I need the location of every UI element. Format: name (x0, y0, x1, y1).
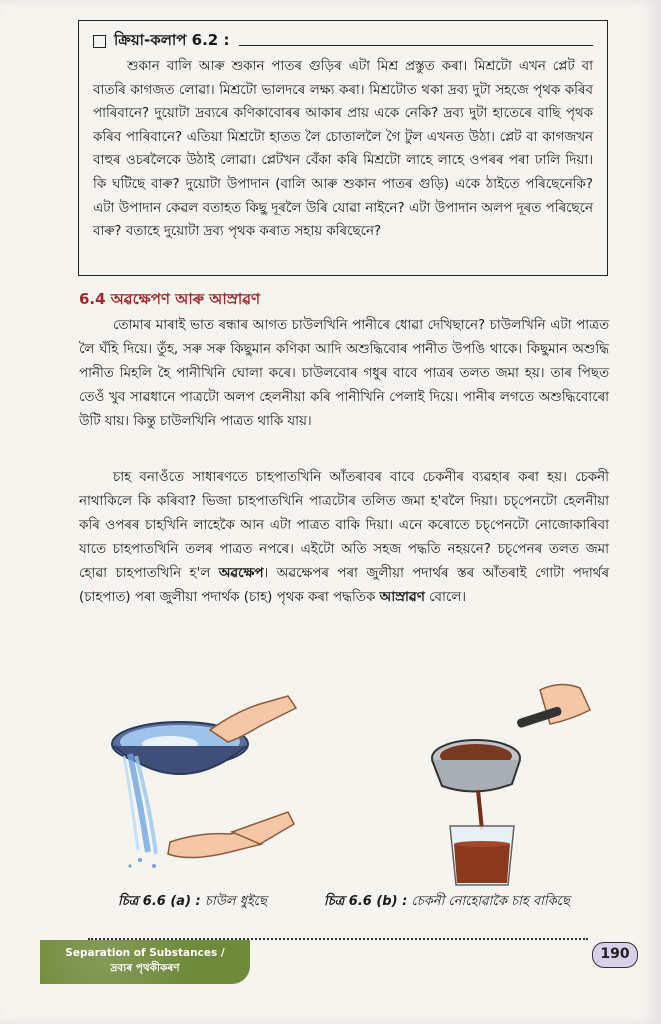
figure-b-text: চেকনী নোহোৱাকৈ চাহ বাকিছে (411, 894, 570, 909)
saucepan-icon (432, 706, 563, 792)
paragraph-text-end: বোলে। (429, 590, 467, 605)
water-stream-icon (124, 754, 156, 868)
figure-a-text: চাউল ধুইছে (204, 894, 267, 909)
page-number: 190 (592, 942, 638, 968)
chapter-footer-tab (40, 940, 250, 984)
activity-box (78, 20, 608, 276)
header-rule (239, 45, 593, 46)
paragraph-decantation (79, 466, 609, 610)
term-sediment: অৱক্ষেপ (218, 566, 264, 581)
chapter-name-assamese: দ্ৰব্যৰ পৃথকীকৰণ (110, 962, 180, 974)
rice-washing-illustration (110, 682, 310, 882)
activity-text: শুকান বালি আৰু শুকান পাতৰ গুড়িৰ এটা মিশ্ৰ প্ৰস্তুত কৰা। মিশ্ৰটো এখন প্লেট বা বাতৰি কাগজত লোৱা। মিশ্ৰটো ভালদৰে লক্ষ্য কৰা। মিশ্ৰটোত থকা দ্ৰব্য দুটা সহজে পৃথক কৰিব পাৰিবানে? দুয়োটা দ্ৰব্যৰে কণিকাবোৰৰ আকাৰ প্ৰায় একে নেকি? দ্ৰব্য দুটা হাতেৰে বাছি পৃথক কৰিব পাৰিবানে? এতিয়া মিশ্ৰটো হাতত লৈ চোতাললৈ গৈ টুল এখনত উঠা। প্লেট বা কাগজখন বাহুৰ ওচৰলৈকে উঠাই লোৱা। প্লেটখন বেঁকা কৰি মিশ্ৰটো লাহে লাহে ওপৰৰ পৰা ঢালি দিয়া। কি ঘটিছে বাৰু? দুয়োটা উপাদান (বালি আৰু শুকান পাতৰ গুড়ি) একে ঠাইতে পৰিছেনেকি? এটা উপাদান কেৱল বতাহত কিছু দূৰলৈ উৰি যোৱা নাইনে? এটা উপাদান অলপ দূৰত পৰিছেনে বাৰু? বতাহে দুয়োটা দ্ৰব্য পৃথক কৰাত সহায় কৰিছেনে? (93, 59, 593, 240)
checkbox-icon (93, 35, 106, 48)
paragraph-text: চাহ বনাওঁতে সাধাৰণতে চাহপাতখিনি আঁতৰাবৰ বাবে চেকনীৰ ব্যৱহাৰ কৰা হয়। চেকনী নাথাকিলে কি কৰিবা? ভিজা চাহপাতখিনি পাত্ৰটোৰ তলিত জমা হ'বলৈ দিয়া। চচ্‌পেনটো হেলনীয়া কৰি ওপৰৰ চাহখিনি লাহেকৈ আন এটা পাত্ৰত বাকি দিয়া। এনে কৰোতে চচ্‌পেনটো নোজোকাৰিবা যাতে চাহপাতখিনি তলৰ পাত্ৰত নপৰে। এইটো অতি সহজ পদ্ধতি নহয়নে? চচ্‌পেনৰ তলত জমা হোৱা চাহপাতখিনি হ'ল (79, 470, 609, 581)
paragraph-text-mid: । অৱক্ষেপৰ পৰা জুলীয়া পদাৰ্থৰ স্তৰ আঁতৰাই গোটা পদাৰ্থৰ (চাহপাত) পৰা জুলীয়া পদাৰ্থক (চাহ) পৃথক কৰা পদ্ধতিক (79, 566, 610, 605)
tea-decanting-illustration (420, 680, 600, 890)
figure-b-label: চিত্ৰ 6.6 (b) : (324, 894, 408, 909)
figure-a-caption (118, 892, 267, 913)
term-decantation: আস্ৰাৱণ (379, 590, 425, 605)
hand-icon (168, 696, 296, 858)
glass-icon (450, 826, 514, 885)
paragraph-rice-washing: তোমাৰ মাৰাই ভাত ৰন্ধাৰ আগত চাউলখিনি পানীৰে ধোৱা দেখিছানে? চাউলখিনি এটা পাত্ৰত লৈ ঘঁহি দিয়ে। তুঁহ, সৰু সৰু কিছুমান কণিকা আদি অশুদ্ধিবোৰ পানীত উপঙি থাকে। কিছুমান অশুদ্ধি পানীত মিহলি হৈ পানীখিনি ঘোলা কৰে। চাউলবোৰ গধুৰ বাবে পাত্ৰৰ তলত জমা হয়। তাৰ পিছত তেওঁ খুব সাৱধানে পাত্ৰটো অলপ হেলনীয়া কৰি পানীখিনি পেলাই দিয়ে। পানীৰ লগতে অশুদ্ধিবোৰো উটি যায়। কিন্তু চাউলখিনি পাত্ৰত থাকি যায়। (79, 318, 609, 429)
figure-b-caption (324, 892, 570, 913)
activity-title: ক্ৰিয়া-কলাপ 6.2 : (114, 31, 230, 49)
section-title: 6.4 অৱক্ষেপণ আৰু আস্ৰাৱণ (79, 290, 261, 308)
figure-a-label: চিত্ৰ 6.6 (a) : (118, 894, 201, 909)
chapter-name-english: Separation of Substances / (65, 947, 225, 959)
tea-stream-icon (478, 790, 482, 830)
activity-header (93, 29, 593, 54)
